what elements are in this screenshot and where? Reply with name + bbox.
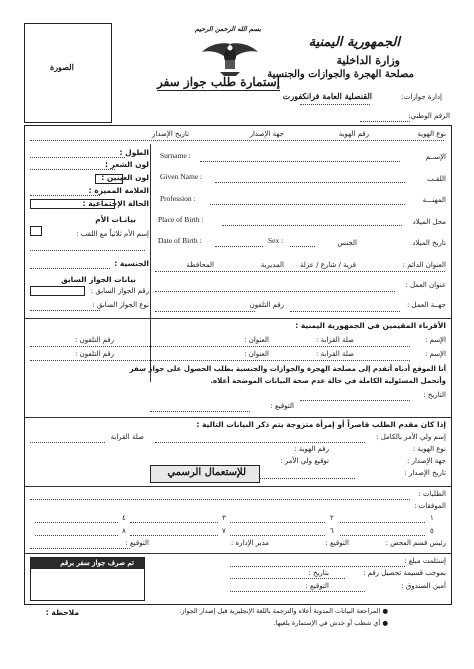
issue-authority-label: جهة الإصدار <box>249 130 284 138</box>
receipt-label: بموجب قسيمة تحصيل رقم : <box>363 569 446 577</box>
guardian-id-type-label: نوع الهوية : <box>412 445 446 453</box>
guardian-relation-label: صلة القرابة <box>110 433 144 441</box>
work-address-field[interactable] <box>155 291 395 292</box>
employer-phone-field[interactable] <box>155 311 255 312</box>
rel2-phone-label: رقم التلفون : <box>75 350 114 358</box>
guardian-issue-date-label: تاريخ الإصدار : <box>404 469 446 477</box>
hair-label: لون الشعر : <box>104 160 149 169</box>
profession-field[interactable] <box>210 204 405 205</box>
photo-box <box>24 23 112 123</box>
national-no-line[interactable] <box>360 121 410 122</box>
given-name-field[interactable] <box>215 182 405 183</box>
birthdate-en-label: Date of Birth : <box>158 236 202 245</box>
yemen-emblem-icon <box>198 38 262 78</box>
birthplace-field[interactable] <box>222 225 402 226</box>
employer-label: جهــة العمل : <box>406 301 446 309</box>
guardian-name-label: إسم ولي الأمر بالكامل : <box>376 433 446 441</box>
photo-label: الصورة <box>50 62 74 72</box>
approvals-label: الموفقات : <box>414 502 446 510</box>
form-title: إستمارة طلب جواز سفر <box>156 75 280 89</box>
director-signature-label: التوقيع : <box>125 539 149 547</box>
declaration-signature-label: التوقيع : <box>270 402 294 410</box>
profession-en-label: Profession : <box>160 194 196 203</box>
approval-4-num: ٤ <box>122 514 126 522</box>
given-name-en-label: Given Name : <box>160 172 203 181</box>
prev-number-label: رقم الجواز السابق : <box>90 287 149 295</box>
sex-en-label: Sex : <box>268 236 284 245</box>
relatives-title: الأقرباء المقيمين في الجمهورية اليمنية : <box>295 321 446 330</box>
department-line <box>300 104 370 105</box>
approval-7-num: ٧ <box>222 527 226 535</box>
surname-field[interactable] <box>200 161 400 162</box>
official-banner-text: للإستعمال الرسمي <box>167 467 246 478</box>
cashier-field[interactable] <box>230 591 365 592</box>
national-no-label: الرقم الوطني: <box>408 112 450 120</box>
marital-label: الحالة الإجتماعية : <box>82 199 149 208</box>
consulate-name: القنصلية العامة فرانكفورت <box>282 91 372 101</box>
id-type-label: نوع الهوية <box>417 130 446 138</box>
guardian-relation-field[interactable] <box>30 442 105 443</box>
approval-5-num: ٥ <box>430 527 434 535</box>
mother-name-label: إسم الأم ثلاثياً مع اللقب : <box>76 230 149 238</box>
sex-field[interactable] <box>290 246 315 247</box>
address-label: العنوان الدائم : <box>402 261 446 269</box>
sex-ar-label: الجنس <box>337 239 357 247</box>
rel2-relation-label: صلة القرابة : <box>316 350 354 358</box>
guardian-name-field[interactable] <box>155 442 365 443</box>
guardian-authority-label: جهة الإصدار : <box>407 457 446 465</box>
approval-3-num: ٣ <box>222 514 226 522</box>
authority-title: مصلحة الهجرة والجوازات والجنسية <box>267 69 414 80</box>
marks-label: العلامة المميزة : <box>88 186 149 195</box>
surname-en-label: Surname : <box>160 151 191 160</box>
rel1-phone-label: رقم التلفون : <box>75 336 114 344</box>
rel1-name-label: الإسم : <box>424 336 446 344</box>
receipt-field[interactable] <box>230 578 345 579</box>
republic-title: الجمهورية اليمنية <box>308 35 400 50</box>
received-label: إستلمت مبلغ : <box>404 557 446 565</box>
approval-8-num: ٨ <box>122 527 126 535</box>
rel2-address-label: العنوان : <box>244 350 269 358</box>
approval-6-num: ٦ <box>330 527 334 535</box>
birthplace-ar-label: محل الميلاد <box>412 218 446 226</box>
head-label: رئيس قسم الفحص : <box>385 539 446 547</box>
work-address-label: عنوان العمل : <box>405 281 446 289</box>
rel1-address-label: العنوان : <box>244 336 269 344</box>
prev-type-field[interactable] <box>30 310 100 311</box>
birthplace-en-label: Place of Birth : <box>158 215 204 224</box>
height-label: الطول : <box>119 148 149 157</box>
note-2: ● أي شطب أو خدش في الإستمارة يلغيها. <box>273 619 388 627</box>
employer-field[interactable] <box>290 311 400 312</box>
dated-label: بتاريخ : <box>308 569 329 577</box>
prev-number-field[interactable] <box>30 286 85 296</box>
declaration-line1: أنا الموقع أدناه أتقدم إلى مصلحة الهجرة والجوازات والجنسية بطلب الحصول على جواز سفر <box>129 365 446 373</box>
employer-phone-label: رقم التلفون <box>249 301 284 309</box>
note-1: ● المراجعة البيانات المدونة أعلاه والترجمة باللغة الإنجليزية قبل إصدار الجواز. <box>179 607 388 615</box>
address-parts-label: قرية / شارع / عزلة <box>299 261 356 269</box>
declaration-date-field[interactable] <box>300 400 410 401</box>
birthdate-ar-label: تاريخ الميلاد <box>412 239 446 247</box>
cashier-label: أمين الصندوق : <box>401 582 446 590</box>
approval-1-num: ١ <box>430 514 434 522</box>
mother-name-field[interactable] <box>30 226 42 236</box>
cashier-signature-label: التوقيع : <box>305 582 329 590</box>
department-label: إدارة جوازات: <box>401 93 442 101</box>
issue-date-label: تاريخ الإصدار <box>151 130 189 138</box>
prev-type-label: نوع الجواز السابق : <box>92 301 149 309</box>
head-signature-label: التوقيع : <box>325 539 349 547</box>
rel1-relation-label: صلة القرابة : <box>316 336 354 344</box>
prev-passport-heading: بيانات الجواز السابق <box>61 275 136 284</box>
guardian-intro: إذا كان مقدم الطلب قاصراً أو إمرأة متزوجة يتم ذكر البيانات التالية : <box>196 420 446 429</box>
nationality-label: الجنسية : <box>114 259 149 268</box>
id-number-label: رقم الهوية <box>338 130 369 138</box>
basmala: بسم الله الرحمن الرحيم <box>195 25 261 33</box>
marital-field[interactable] <box>30 199 115 209</box>
notes-title: ملاحظة : <box>45 608 79 617</box>
mother-data-label: بيانـات الأم <box>95 215 136 224</box>
height-field[interactable] <box>30 157 125 158</box>
declaration-line2: وأتحمل المسئولية الكاملة في حالة عدم صحة البيانات الموضحة أعلاه. <box>210 377 446 385</box>
declaration-date-label: التاريخ : <box>423 391 446 399</box>
hair-field[interactable] <box>30 169 115 170</box>
ministry-title: وزارة الداخلية <box>336 54 400 67</box>
surname-ar-label: اللقـب <box>427 175 446 183</box>
declaration-signature-field[interactable] <box>150 411 250 412</box>
rel2-name-label: الإسم : <box>424 350 446 358</box>
birthdate-field[interactable] <box>215 246 263 247</box>
governorate-label: المحافظة <box>186 261 214 269</box>
requests-label: الطلبات : <box>418 490 446 498</box>
guardian-id-number-label: رقم الهوية : <box>294 445 329 453</box>
district-label: المديرية <box>260 261 284 269</box>
guardian-signature-label: توقيع ولي الأمر : <box>280 457 329 465</box>
received-field[interactable] <box>230 566 405 567</box>
director-label: مدير الإدارة : <box>230 539 269 547</box>
approval-2-num: ٢ <box>330 514 334 522</box>
eyes-label: لون العينين : <box>101 173 149 182</box>
nationality-field[interactable] <box>30 268 110 269</box>
eyes-field[interactable] <box>95 174 123 184</box>
name-ar-label: الإســم <box>425 153 446 161</box>
profession-ar-label: المهنـــة <box>422 196 446 204</box>
marks-field[interactable] <box>30 195 100 196</box>
issued-passport-label: تم صرف جواز سفر برقم <box>60 558 134 567</box>
